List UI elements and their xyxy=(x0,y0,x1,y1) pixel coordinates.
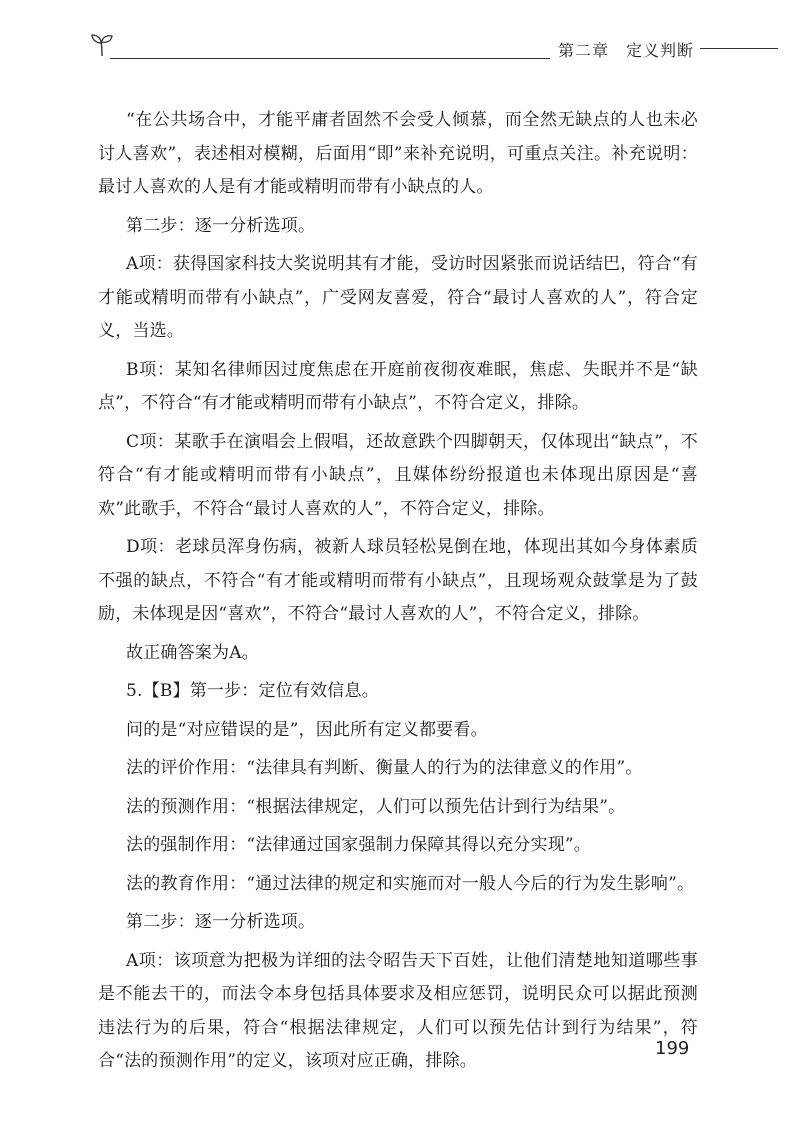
paragraph: 故正确答案为A。 xyxy=(126,642,259,663)
paragraph: B项：某知名律师因过度焦虑在开庭前夜彻夜难眠，焦虑、失眠并不是“缺点”，不符合“有才能或精明而带有小缺点”，不符合定义，排除。 xyxy=(98,359,698,413)
header-rule-right xyxy=(700,48,778,49)
paragraph: 法的预测作用：“根据法律规定，人们可以预先估计到行为结果”。 xyxy=(126,796,626,817)
paragraph: C项：某歌手在演唱会上假唱，还故意跌个四脚朝天，仅体现出“缺点”，不符合“有才能或精明而带有小缺点”，且媒体纷纷报道也未体现出原因是“喜欢”此歌手，不符合“最讨人喜欢的人”，不符合定义，排除。 xyxy=(98,431,698,519)
paragraph: 法的强制作用：“法律通过国家强制力保障其得以充分实现”。 xyxy=(126,835,591,855)
paragraph: D项：老球员浑身伤病，被新人球员轻松晃倒在地，体现出其如今身体素质不强的缺点，不符合“有才能或精明而带有小缺点”，且现场观众鼓掌是为了鼓励，未体现是因“喜欢”，不符合“最讨人喜欢的人”，不符合定义，排除。 xyxy=(98,537,698,624)
page-body xyxy=(98,104,698,1079)
paragraph: 法的评价作用：“法律具有判断、衡量人的行为的法律意义的作用”。 xyxy=(126,758,643,778)
paragraph: 第二步：逐一分析选项。 xyxy=(126,215,316,236)
paragraph: 问的是“对应错误的是”，因此所有定义都要看。 xyxy=(126,719,488,740)
paragraph: A项：该项意为把极为详细的法令昭告天下百姓，让他们清楚地知道哪些事是不能去干的，而法令本身包括具体要求及相应惩罚，说明民众可以据此预测违法行为的后果，符合“根据法律规定，人们可以预先估计到行为结果”，符合“法的预测作用”的定义，该项对应正确，排除。 xyxy=(98,950,698,1071)
paragraph: 第二步：逐一分析选项。 xyxy=(126,912,316,932)
paragraph: A项：获得国家科技大奖说明其有才能，受访时因紧张而说话结巴，符合“有才能或精明而带有小缺点”，广受网友喜爱，符合“最讨人喜欢的人”，符合定义，当选。 xyxy=(98,254,698,341)
paragraph: “在公共场合中，才能平庸者固然不会受人倾慕，而全然无缺点的人也未必讨人喜欢”，表述相对模糊，后面用“即”来补充说明，可重点关注。补充说明：最讨人喜欢的人是有才能或精明而带有小缺点的人。 xyxy=(98,110,698,197)
sprout-icon xyxy=(88,30,116,58)
chapter-title: 第二章 定义判断 xyxy=(550,38,702,61)
paragraph: 法的教育作用：“通过法律的规定和实施而对一般人今后的行为发生影响”。 xyxy=(126,873,695,894)
page-number: 199 xyxy=(655,1038,690,1059)
running-header xyxy=(88,26,778,66)
paragraph: 5.【B】第一步：定位有效信息。 xyxy=(126,681,379,701)
header-rule-left xyxy=(110,58,622,59)
